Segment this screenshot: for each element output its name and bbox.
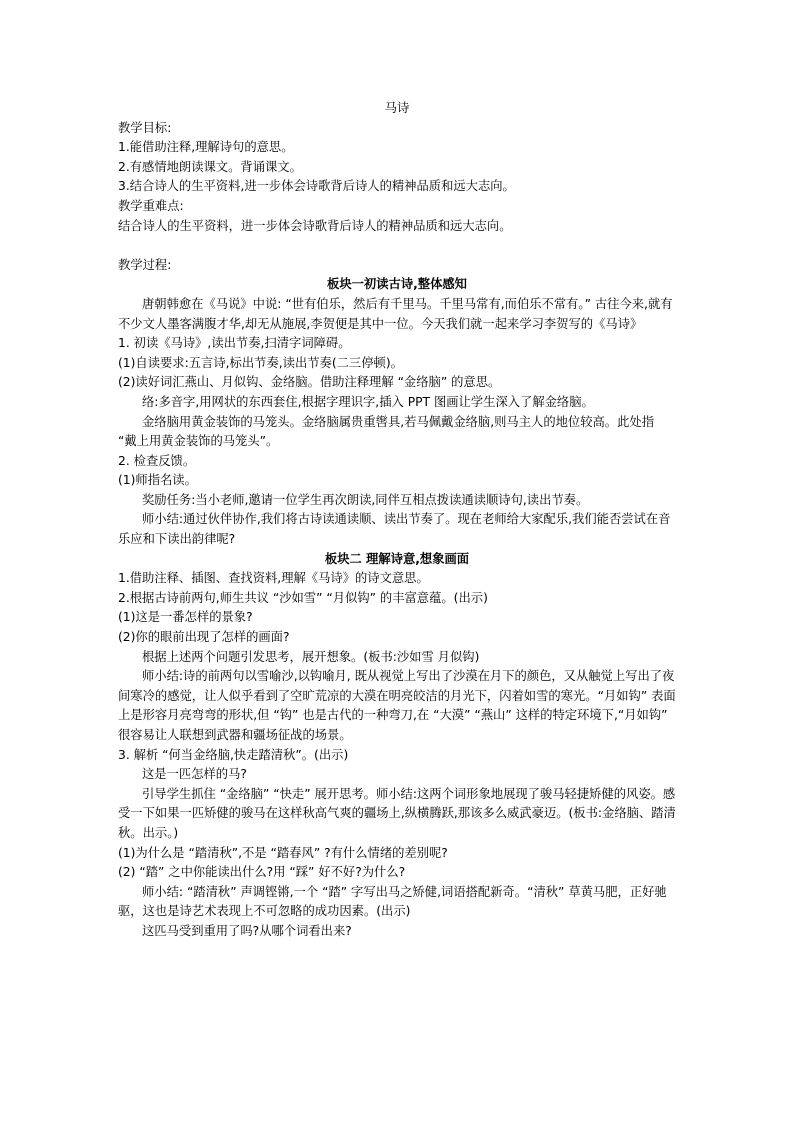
text-line: 2.有感情地朗读课文。背诵课文。 bbox=[118, 159, 302, 174]
document-body bbox=[118, 119, 676, 942]
text-line: 教学重难点: bbox=[118, 198, 184, 213]
paragraph: 师小结:通过伙伴协作,我们将古诗读通读顺、读出节奏了。现在老师给大家配乐,我们能否尝试在音乐应和下读出韵律呢? bbox=[118, 512, 671, 547]
section-heading: 板块二 理解诗意,想象画面 bbox=[324, 551, 470, 566]
text-line: 1. 初读《马诗》,读出节奏,扫清字词障碍。 bbox=[118, 336, 351, 351]
paragraph: 师小结:诗的前两句以雪喻沙,以钩喻月, 既从视觉上写出了沙漠在月下的颜色，又从触觉上写出了夜间寒冷的感觉，让人似乎看到了空旷荒凉的大漠在明亮皎洁的月光下，闪着如雪的寒光。“月如钩” 表面上是形容月亮弯弯的形状,但 “钩” 也是古代的一种弯刀,在 “大漠” “燕山” 这样的特定环境下,“月如钩” 很容易让人联想到武器和疆场征战的场景。 bbox=[118, 669, 676, 742]
text-line: 教学目标: bbox=[118, 120, 172, 135]
text-line: 1.能借助注释,理解诗句的意思。 bbox=[118, 140, 294, 155]
text-line: (1)自读要求:五言诗,标出节奏,读出节奏(二三停顿)。 bbox=[118, 355, 403, 370]
text-line: (1)这是一番怎样的景象? bbox=[118, 610, 253, 625]
text-line: 2.根据古诗前两句,师生共议 “沙如雪” “月似钩” 的丰富意蕴。(出示) bbox=[118, 590, 488, 605]
text-line: 结合诗人的生平资料，进一步体会诗歌背后诗人的精神品质和远大志向。 bbox=[118, 218, 512, 233]
paragraph: 师小结: “踏清秋” 声调铿锵,一个 “踏” 字写出马之矫健,词语搭配新奇。“清秋” 草黄马肥，正好驰驱，这也是诗艺术表现上不可忽略的成功因素。(出示) bbox=[118, 884, 667, 919]
paragraph: 唐朝韩愈在《马说》中说: “世有伯乐，然后有千里马。千里马常有,而伯乐不常有。” 古往今来,就有不少文人墨客满腹才华,却无从施展,李贺便是其中一位。今天我们就一起来学习李贺写的《马诗》 bbox=[118, 296, 673, 331]
paragraph: 引导学生抓住 “金络脑” “快走” 展开思考。师小结:这两个词形象地展现了骏马轻捷矫健的风姿。感受一下如果一匹矫健的骏马在这样秋高气爽的疆场上,纵横腾跃,那该多么威武豪迈。(板书:金络脑、踏清秋。出示。) bbox=[118, 786, 676, 840]
document-page bbox=[118, 99, 676, 942]
text-line: 2. 检查反馈。 bbox=[118, 453, 196, 468]
text-line: 1.借助注释、插图、查找资料,理解《马诗》的诗文意思。 bbox=[118, 571, 429, 586]
document-title: 马诗 bbox=[384, 101, 410, 115]
paragraph: 奖励任务:当小老师,邀请一位学生再次朗读,同伴互相点拨读通读顺诗句,读出节奏。 bbox=[142, 492, 589, 507]
paragraph: 这是一匹怎样的马? bbox=[142, 767, 247, 782]
text-line: (1)为什么是 “踏清秋”,不是 “踏春风” ?有什么情绪的差别呢? bbox=[118, 845, 448, 860]
section-heading: 板块一初读古诗,整体感知 bbox=[327, 277, 467, 292]
blank-line bbox=[118, 236, 676, 256]
paragraph: 络:多音字,用网状的东西套住,根据字理识字,插入 PPT 图画让学生深入了解金络脑。 bbox=[142, 394, 594, 409]
text-line: (2)你的眼前出现了怎样的画面? bbox=[118, 630, 290, 645]
text-line: (2) “踏” 之中你能读出什么?用 “踩” 好不好?为什么? bbox=[118, 865, 406, 880]
paragraph: 根据上述两个问题引发思考，展开想象。(板书:沙如雪 月似钩) bbox=[142, 649, 480, 664]
text-line: (2)读好词汇燕山、月似钩、金络脑。借助注释理解 “金络脑” 的意思。 bbox=[118, 375, 501, 390]
text-line: 3. 解析 “何当金络脑,快走踏清秋”。(出示) bbox=[118, 747, 349, 762]
paragraph: 金络脑用黄金装饰的马笼头。金络脑属贵重辔具,若马佩戴金络脑,则马主人的地位较高。此处指 “戴上用黄金装饰的马笼头”。 bbox=[118, 414, 654, 449]
text-line: 教学过程: bbox=[118, 257, 172, 272]
paragraph: 这匹马受到重用了吗?从哪个词看出来? bbox=[142, 923, 352, 938]
text-line: 3.结合诗人的生平资料,进一步体会诗歌背后诗人的精神品质和远大志向。 bbox=[118, 179, 515, 194]
text-line: (1)师指名读。 bbox=[118, 473, 197, 488]
